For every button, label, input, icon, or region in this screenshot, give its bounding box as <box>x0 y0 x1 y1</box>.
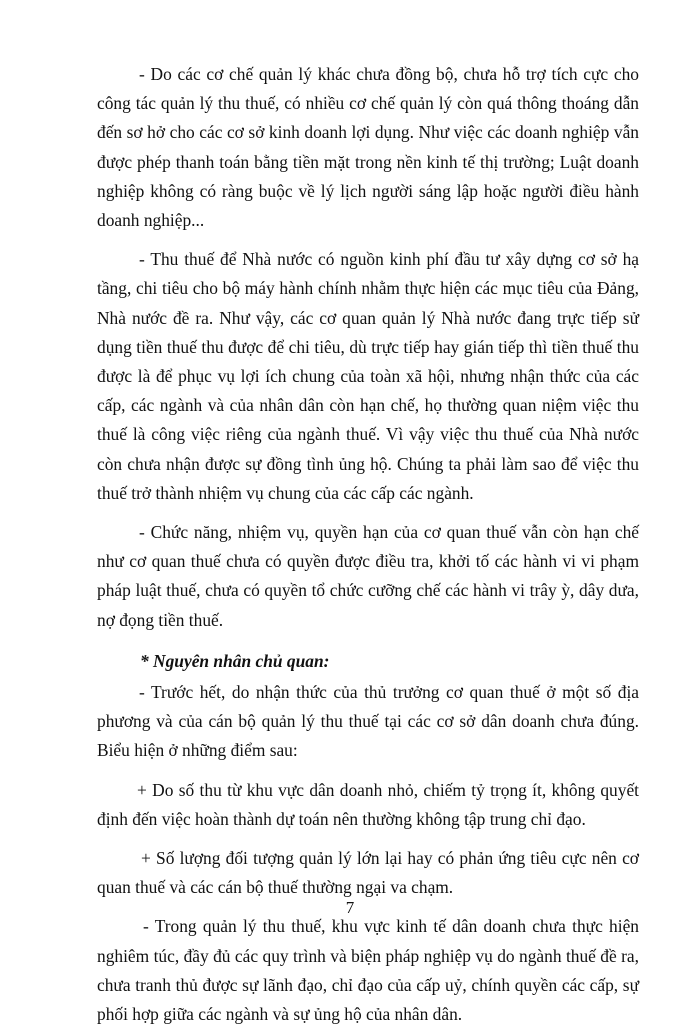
paragraph-small-revenue: + Do số thu từ khu vực dân doanh nhỏ, chiếm tỷ trọng ít, không quyết định đến việc hoàn thành dự toán nên thường không tập trung chỉ đạo. <box>97 779 639 829</box>
paragraph-many-taxpayers: + Số lượng đối tượng quản lý lớn lại hay có phản ứng tiêu cực nên cơ quan thuế và các cán bộ thuế thường ngại va chạm. <box>97 848 639 898</box>
section-heading-subjective-causes: * Nguyên nhân chủ quan: <box>140 650 330 671</box>
paragraph-tax-purpose: - Thu thuế để Nhà nước có nguồn kinh phí đầu tư xây dựng cơ sở hạ tầng, chi tiêu cho bộ máy hành chính nhằm thực hiện các mục tiêu của Đảng, Nhà nước đề ra. Như vậy, các cơ quan quản lý Nhà nước đang trực tiếp sử dụng tiền thuế thu được để chi tiêu, dù trực tiếp hay gián tiếp thì tiền thuế thu được là để phục vụ lợi ích chung của toàn xã hội, nhưng nhận thức của các cấp, các ngành và của nhân dân còn hạn chế, họ thường quan niệm việc thu thuế là công việc riêng của ngành thuế. Vì vậy việc thu thuế của Nhà nước còn chưa nhận được sự đồng tình ủng hộ. Chúng ta phải làm sao để việc thu thuế trở thành nhiệm vụ chung của các cấp các ngành. <box>97 249 639 503</box>
page-body <box>97 60 639 1029</box>
paragraph-tax-authority-powers: - Chức năng, nhiệm vụ, quyền hạn của cơ quan thuế vẫn còn hạn chế như cơ quan thuế chưa có quyền được điều tra, khởi tố các hành vi vi phạm pháp luật thuế, chưa có quyền tổ chức cưỡng chế các hành vi trây ỳ, dây dưa, nợ đọng tiền thuế. <box>97 522 639 630</box>
page-number: 7 <box>345 898 355 917</box>
paragraph-procedures: - Trong quản lý thu thuế, khu vực kinh tế dân doanh chưa thực hiện nghiêm túc, đầy đủ các quy trình và biện pháp nghiệp vụ do ngành thuế đề ra, chưa tranh thủ được sự lãnh đạo, chỉ đạo của cấp uỷ, chính quyền các cấp, sự phối hợp giữa các ngành và sự ủng hộ của nhân dân. <box>97 916 639 1025</box>
paragraph-awareness: - Trước hết, do nhận thức của thủ trưởng cơ quan thuế ở một số địa phương và của cán bộ quản lý thu thuế tại các cơ sở dân doanh chưa đúng. Biểu hiện ở những điểm sau: <box>97 682 639 761</box>
paragraph-management-mechanisms: - Do các cơ chế quản lý khác chưa đồng bộ, chưa hỗ trợ tích cực cho công tác quản lý thu thuế, có nhiều cơ chế quản lý còn quá thông thoáng dẫn đến sơ hở cho các cơ sở kinh doanh lợi dụng. Như việc các doanh nghiệp vẫn được phép thanh toán bằng tiền mặt trong nền kinh tế thị trường; Luật doanh nghiệp không có ràng buộc về lý lịch người sáng lập hoặc người điều hành doanh nghiệp... <box>97 64 639 231</box>
